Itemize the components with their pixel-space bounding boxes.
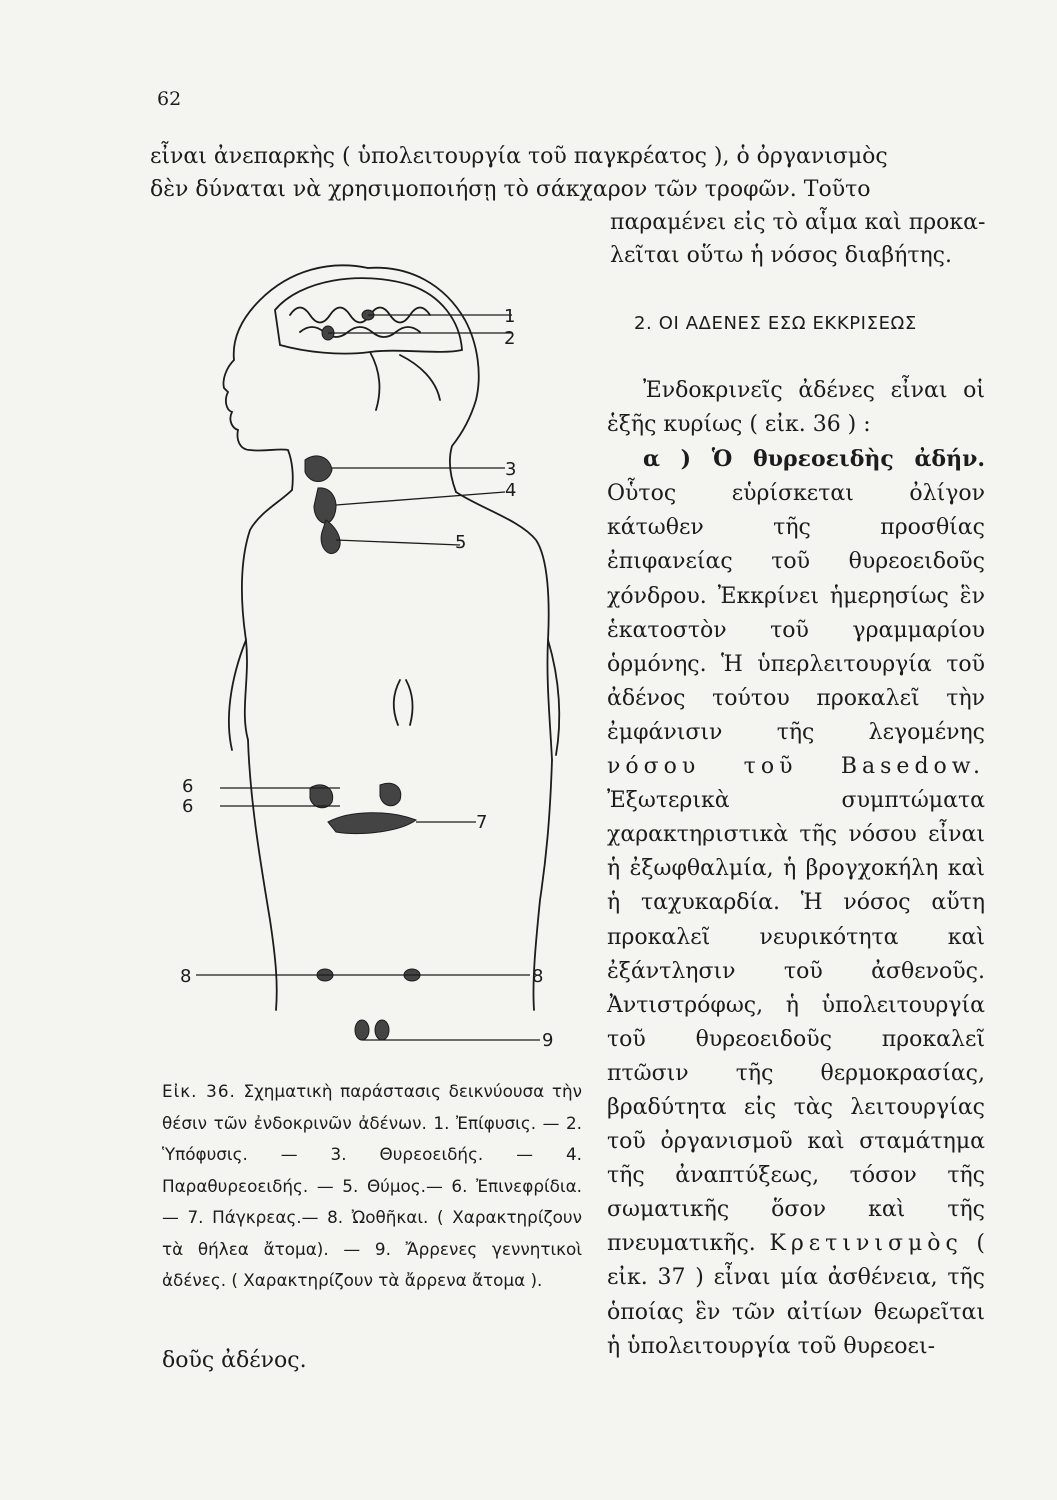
leader-lines xyxy=(196,315,540,1040)
thyroid-paragraph xyxy=(607,442,985,1364)
body-outline xyxy=(223,265,559,1010)
figure-caption xyxy=(162,1076,582,1297)
label-1: 1 xyxy=(504,306,516,327)
label-8b: 8 xyxy=(532,966,544,987)
thyroid-text-c: ( εἰκ. 37 ) εἶναι μία ἀσθένεια, τῆς ὁποίας ἓν τῶν αἰτίων θεωρεῖται ἡ ὑπολειτουργία τοῦ θυρεοει- xyxy=(607,1231,986,1359)
label-5: 5 xyxy=(455,532,467,553)
label-8a: 8 xyxy=(180,966,192,987)
endocrine-diagram xyxy=(100,240,570,1070)
endocrine-figure xyxy=(100,240,570,1074)
label-6b: 6 xyxy=(182,796,194,817)
intro-line-2: δὲν δύναται νὰ χρησιμοποιήσῃ τὸ σάκχαρον τῶν τροφῶν. Τοῦτο xyxy=(150,177,871,202)
glands xyxy=(305,310,420,1040)
label-9: 9 xyxy=(542,1030,554,1051)
main-text-column xyxy=(607,374,985,1364)
intro-line-3: παραμένει εἰς τὸ αἷμα καὶ προκα- xyxy=(610,210,986,235)
intro-paragraph xyxy=(150,140,990,268)
continuation-text: δοῦς ἀδένος. xyxy=(162,1348,307,1373)
thymus-gland xyxy=(321,520,340,554)
cretinism-term: Κρετινισμὸς xyxy=(769,1231,963,1257)
parathyroid-gland xyxy=(314,488,336,523)
thyroid-text-b: Ἐξωτερικὰ συμπτώματα χαρακτηριστικὰ τῆς νόσου εἶναι ἡ ἐξωφθαλμία, ἡ βρογχοκήλη καὶ ἡ ταχυκαρδία. Ἡ νόσος αὕτη προκαλεῖ νευρικότητα καὶ ἐξάντλησιν τοῦ ἀσθενοῦς. Ἀντιστρόφως, ἡ ὑπολειτουργία τοῦ θυρεοειδοῦς προκαλεῖ πτῶσιν τῆς θερμοκρασίας, βραδύτητα εἰς τὰς λειτουργίας τοῦ ὀργανισμοῦ καὶ σταμάτημα τῆς ἀναπτύξεως, τόσον τῆς σωματικῆς ὅσον καὶ τῆς πνευματικῆς. xyxy=(607,788,985,1257)
page-number: 62 xyxy=(157,88,182,110)
label-4: 4 xyxy=(505,480,517,501)
intro-line-4: λεῖται οὕτω ἡ νόσος διαβήτης. xyxy=(610,243,952,268)
thyroid-text-a: Οὗτος εὑρίσκεται ὀλίγον κάτωθεν τῆς προσθίας ἐπιφανείας τοῦ θυρεοειδοῦς χόνδρου. Ἐκκρίνει ἡμερησίως ἓν ἑκατοστὸν τοῦ γραμμαρίου ὁρμόνης. Ἡ ὑπερλειτουργία τοῦ ἀδένος τούτου προκαλεῖ τὴν ἐμφάνισιν τῆς λεγομένης xyxy=(607,481,985,745)
label-2: 2 xyxy=(504,328,516,349)
testis-left xyxy=(355,1020,369,1040)
endocrine-intro-paragraph: Ἐνδοκρινεῖς ἀδένες εἶναι οἱ ἑξῆς κυρίως ( εἰκ. 36 ) : xyxy=(607,378,985,438)
section-title: 2. ΟΙ ΑΔΕΝΕΣ ΕΣΩ ΕΚΚΡΙΣΕΩΣ xyxy=(634,313,917,334)
thyroid-subheading: α ) Ὁ θυρεοειδὴς ἀδήν. xyxy=(643,446,985,473)
testis-right xyxy=(375,1020,389,1040)
adrenal-right xyxy=(380,783,401,806)
basedow-term: νόσου τοῦ Basedow. xyxy=(607,754,985,780)
label-3: 3 xyxy=(505,459,517,480)
pancreas xyxy=(328,813,416,834)
caption-text: Σχηματικὴ παράστασις δεικνύουσα τὴν θέσιν τῶν ἐνδοκρινῶν ἀδένων. 1. Ἐπίφυσις. — 2. Ὑπόφυσις. — 3. Θυρεοειδής. — 4. Παραθυρεοειδής. — 5. Θύμος.— 6. Ἐπινεφρίδια.— 7. Πάγκρεας.— 8. Ὠοθῆκαι. ( Χαρακτηρίζουν τὰ θήλεα ἄτομα). — 9. Ἄρρενες γεννητικοὶ ἀδένες. ( Χαρακτηρίζουν τὰ ἄρρενα ἄτομα ). xyxy=(162,1081,582,1290)
label-6a: 6 xyxy=(182,776,194,797)
caption-label: Εἰκ. 36. xyxy=(162,1081,236,1101)
label-7: 7 xyxy=(476,812,488,833)
thyroid-gland xyxy=(305,456,332,482)
intro-line-1: εἶναι ἀνεπαρκὴς ( ὑπολειτουργία τοῦ παγκρέατος ), ὁ ὀργανισμὸς xyxy=(150,144,888,169)
